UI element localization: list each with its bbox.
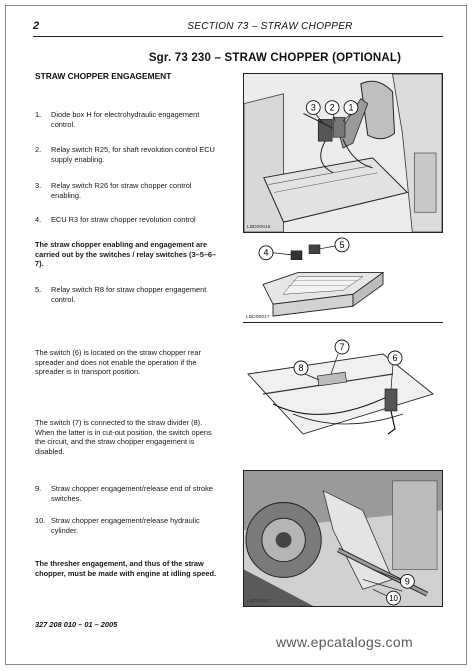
item-text: Straw chopper engagement/release end of stroke switches. [51,484,213,503]
callout-4-label: 4 [263,247,269,258]
callout-6-label: 6 [392,353,398,363]
footer-code: 327 208 010 – 01 – 2005 [35,620,118,629]
callout-1-label: 1 [348,102,354,113]
figure-spreader-switches [243,334,443,452]
running-header: SECTION 73 – STRAW CHOPPER [187,21,353,32]
callout-3-label: 3 [310,102,316,113]
item-number: 2. [35,145,42,154]
item-text: Relay switch R25, for shaft revolution control ECU supply enabling. [51,145,215,164]
header-rule [33,36,443,37]
figure-hydraulic-cylinder [243,470,443,607]
callout-9-label: 9 [404,576,410,587]
watermark: www.epcatalogs.com [276,634,413,650]
item-text: ECU R3 for straw chopper revolution control [51,215,196,224]
item-number: 4. [35,215,42,224]
figure-code: LBD00016 [246,225,271,231]
column-heading: STRAW CHOPPER ENGAGEMENT [35,71,172,81]
item-text: Relay switch R8 for straw chopper engagement control. [51,285,207,304]
callout-7-label: 7 [339,342,345,352]
item-text: Straw chopper engagement/release hydraulic cylinder. [51,516,200,535]
figure-ecu-relay [243,233,443,323]
item-number: 5. [35,285,42,294]
callout-5-label: 5 [339,239,345,250]
section-title: Sgr. 73 230 – STRAW CHOPPER (OPTIONAL) [148,52,402,64]
item-number: 10. [35,516,46,525]
item-number: 9. [35,484,42,493]
callout-10-label: 10 [389,594,398,604]
callout-8-label: 8 [298,363,304,373]
figure-code: LBD00017 [246,599,271,605]
callout-2-label: 2 [329,102,335,113]
item-number: 3. [35,181,42,190]
note-bold: The thresher engagement, and thus of the straw chopper, must be made with engine at idling speed. [35,559,217,578]
item-text: Relay switch R26 for straw chopper control enabling. [51,181,192,200]
paragraph-switch-7: The switch (7) is connected to the straw divider (8). When the latter is in cut-out position, the switch opens the circuit, and the straw chopper engagement is disabled. [35,418,212,456]
figure-code: LBD00017 [246,315,270,321]
item-text: Diode box H for electrohydraulic engagement control. [51,110,200,129]
figure-diode-box-relays [243,73,443,233]
paragraph-switch-6: The switch (6) is located on the straw chopper rear spreader and does not enable the operation if the spreader is in transport position. [35,348,201,377]
item-number: 1. [35,110,42,119]
note-bold: The straw chopper enabling and engagement are carried out by the switches / relay switches (3–5–6–7). [35,240,217,269]
page-number: 2 [33,20,40,32]
